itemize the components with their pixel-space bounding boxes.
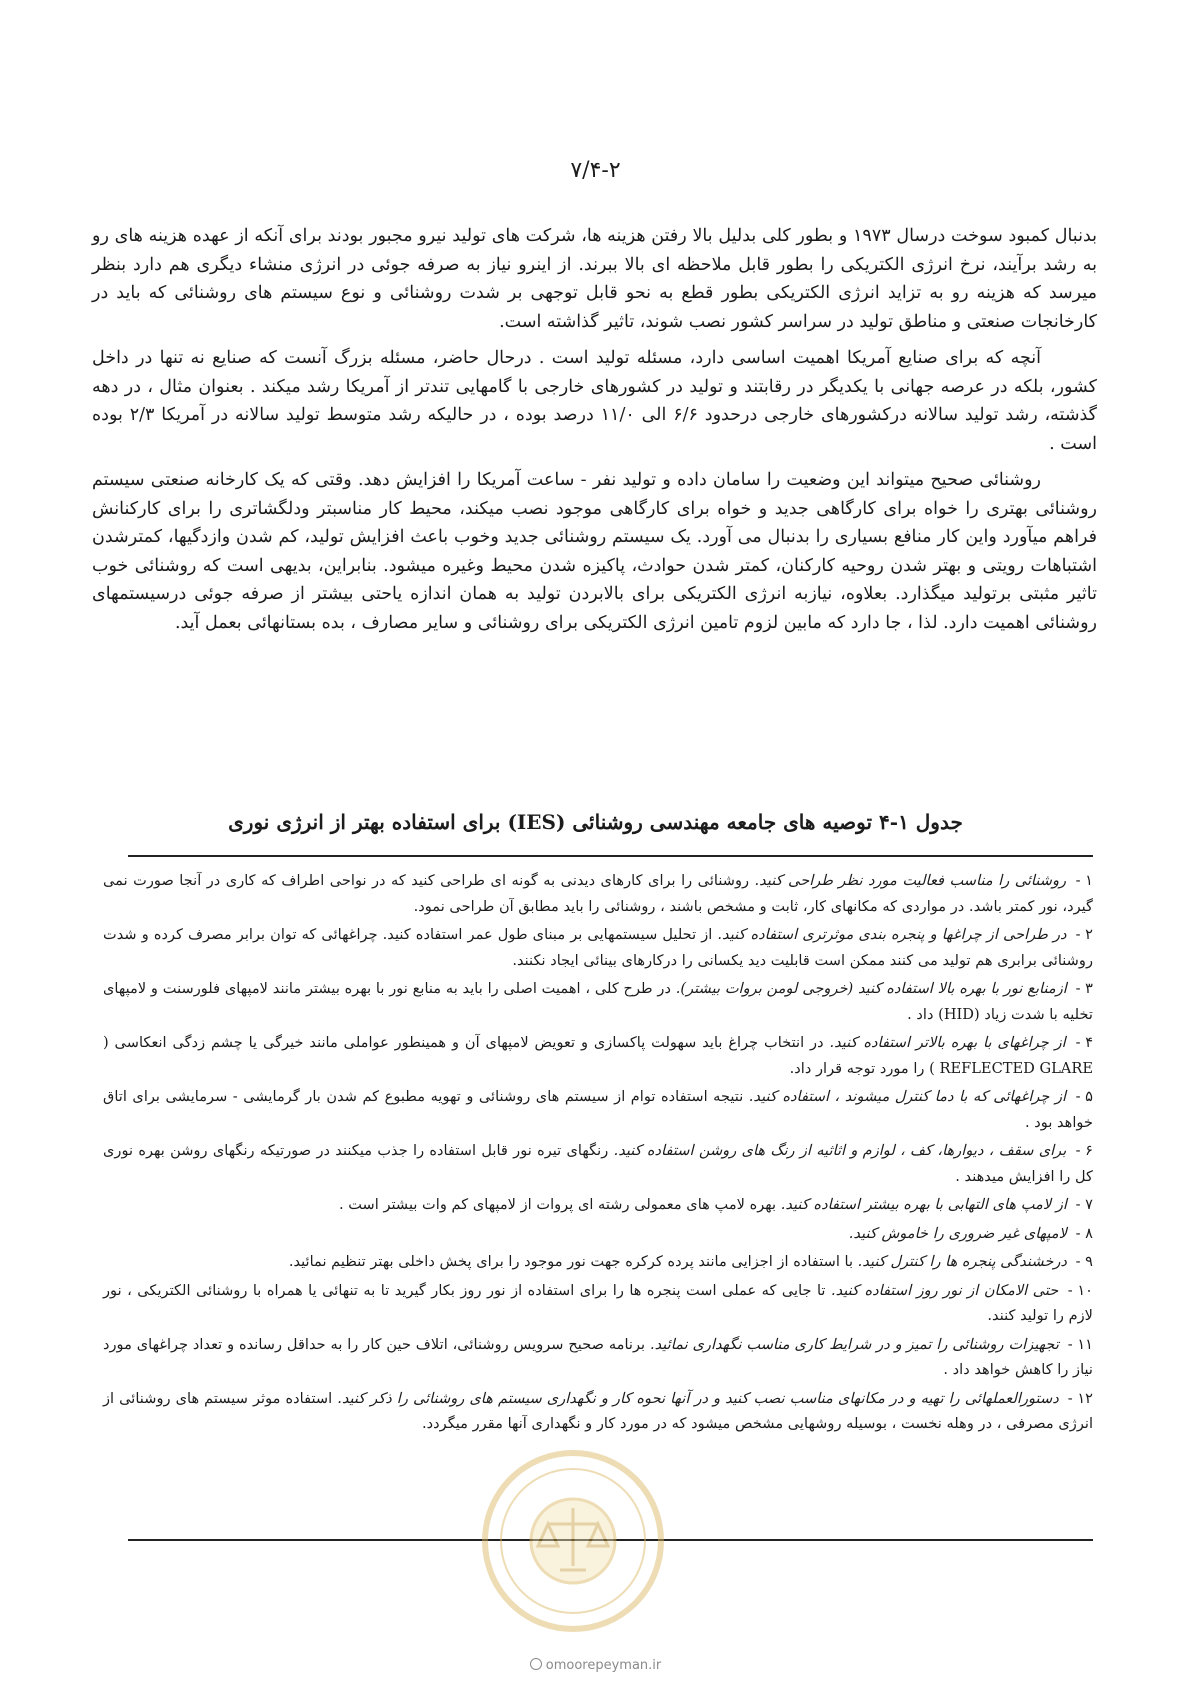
website-footer <box>0 1658 1191 1673</box>
list-item <box>103 1030 1093 1081</box>
item-number: ۱۰ - <box>1067 1281 1093 1299</box>
item-number: ۲ - <box>1075 926 1093 943</box>
item-heading: تجهیزات روشنائی را تمیز و در شرایط کاری مناسب نگهداری نمائید. <box>649 1335 1059 1353</box>
globe-icon <box>530 1658 542 1670</box>
watermark-seal-icon <box>478 1446 668 1636</box>
item-number: ۶ - <box>1075 1142 1093 1159</box>
item-heading: لامپهای غیر ضروری را خاموش کنید. <box>848 1224 1067 1242</box>
item-heading: حتی الامکان از نور روز استفاده کنید. <box>830 1281 1059 1299</box>
table-title: جدول ۱-۴ توصیه های جامعه مهندسی روشنائی (IES) برای استفاده بهتر از انرژی نوری <box>228 810 963 834</box>
page-number: ۷/۴-۲ <box>570 158 621 183</box>
list-item <box>103 1192 1093 1218</box>
list-item <box>103 1386 1093 1437</box>
item-number: ۱ - <box>1075 872 1093 889</box>
item-heading: از چراغهای با بهره بالاتر استفاده کنید. <box>829 1034 1066 1051</box>
item-number: ۱۲ - <box>1067 1389 1094 1407</box>
item-text: برنامه صحیح سرویس روشنائی، اتلاف حین کار را به حداقل رسانده و تعداد چراغهای مورد نیاز را کاهش خواهد داد . <box>103 1335 1093 1378</box>
item-text: در انتخاب چراغ باید سهولت پاکسازی و تعویض لامپهای آن و همینطور عواملی مانند خیرگی یا چشم زدگی انعکاسی ( REFLECTED GLARE ) را مورد توجه قرار داد. <box>103 1034 1093 1077</box>
list-item <box>103 1332 1093 1383</box>
item-text: تا جایی که عملی است پنجره ها را برای استفاده از نور روز بکار گیرید تا به تنهائی یا همراه با روشنائی الکتریکی ، نور لازم را تولید کنند. <box>103 1281 1093 1324</box>
item-number: ۱۱ - <box>1067 1335 1094 1353</box>
list-item <box>103 1249 1093 1275</box>
item-text: در طرح کلی ، اهمیت اصلی را باید به منابع نور با بهره بیشتر مانند لامپهای فلورسنت و لامپهای تخلیه با شدت زیاد (HID) داد . <box>103 980 1093 1023</box>
item-heading: درخشندگی پنجره ها را کنترل کنید. <box>857 1253 1067 1270</box>
item-number: ۹ - <box>1075 1253 1093 1270</box>
list-item <box>103 1278 1093 1329</box>
item-text: استفاده موثر سیستم های روشنائی از انرژی مصرفی ، در وهله نخست ، بوسیله روشهایی مشخص میشود که در مورد کار و نگهداری آنها مقرر میگردد. <box>103 1389 1093 1432</box>
paragraph: بدنبال کمبود سوخت درسال ۱۹۷۳ و بطور کلی بدلیل بالا رفتن هزینه ها، شرکت های تولید نیرو مجبور بودند برای آنکه از عهده هزینه های رو به رشد برآیند، نرخ انرژی الکتریکی را بطور قابل ملاحظه ای بالا ببرند. از اینرو نیاز به صرفه جوئی در انرژی منشاء دیگری هم دارد بنظر میرسد که هزینه رو به تزاید انرژی الکتریکی بطور قطع به نحو قابل توجهی بر شدت روشنائی و نوع سیستم های روشنائی که باید در کارخانجات صنعتی و مناطق تولید در سراسر کشور نصب شوند، تاثیر گذاشته است. <box>92 226 1097 332</box>
paragraph: آنچه که برای صنایع آمریکا اهمیت اساسی دارد، مسئله تولید است . درحال حاضر، مسئله بزرگ آنست که صنایع نه تنها در داخل کشور، بلکه در عرصه جهانی با یکدیگر در رقابتند و تولید در کشورهای خارجی با گامهایی تندتر از آمریکا رشد میکند . بعنوان مثال ، در دهه گذشته، رشد تولید سالانه درکشورهای خارجی درحدود ۶/۶ الی ۱۱/۰ درصد بوده ، در حالیکه رشد متوسط تولید سالانه در آمریکا ۲/۳ بوده است . <box>92 348 1098 454</box>
table-top-rule <box>128 855 1093 857</box>
item-text: روشنائی را برای کارهای دیدنی به گونه ای طراحی کنید که در نواحی اطراف که کاری در آنجا صورت نمی گیرد، نور کمتر باشد. در مواردی که مکانهای کار، ثابت و مشخص باشند ، روشنائی را باید مطابق آن طراحی نمود. <box>103 872 1093 915</box>
item-heading: روشنائی را مناسب فعالیت مورد نظر طراحی کنید. <box>754 872 1067 889</box>
list-item <box>103 1221 1093 1247</box>
recommendations-list <box>103 868 1093 1440</box>
body-text <box>92 222 1097 645</box>
list-item <box>103 1138 1093 1189</box>
item-heading: دستورالعملهائی را تهیه و در مکانهای مناسب نصب کنید و در آنها نحوه کار و نگهداری سیستم های روشنائی را ذکر کنید. <box>337 1389 1059 1407</box>
item-text: با استفاده از اجزایی مانند پرده کرکره جهت نور موجود را برای پخش داخلی بهتر تنظیم نمائید. <box>288 1253 854 1270</box>
item-heading: در طراحی از چراغها و پنجره بندی موثرتری استفاده کنید. <box>717 926 1067 943</box>
item-heading: ازمنابع نور با بهره بالا استفاده کنید (خروجی لومن بروات بیشتر). <box>675 980 1067 997</box>
item-number: ۵ - <box>1075 1088 1094 1105</box>
item-number: ۴ - <box>1075 1034 1094 1051</box>
website-label: omoorepeyman.ir <box>545 1658 662 1673</box>
item-number: ۳ - <box>1075 980 1094 997</box>
item-text: بهره لامپ های معمولی رشته ای پروات از لامپهای کم وات بیشتر است . <box>338 1196 777 1213</box>
paragraph: روشنائی صحیح میتواند این وضعیت را سامان داده و تولید نفر - ساعت آمریکا را افزایش دهد. وقتی که یک کارخانه صنعتی سیستم روشنائی بهتری را خواه برای کارگاهی جدید و خواه برای کارگاهی موجود نصب میکند، محیط کار مناسبتر ودلگشاتری را برای کارکنانش فراهم میآورد واین کار منافع بسیاری را بدنبال می آورد. یک سیستم روشنائی جدید وخوب باعث افزایش تولید، کم شدن وازدگیها، کمترشدن اشتباهات رویتی و بهتر شدن روحیه کارکنان، کمتر شدن حوادث، پاکیزه شدن محیط وغیره میشود. بنابراین، بدیهی است که روشنائی خوب تاثیر مثبتی برتولید میگذارد. بعلاوه، نیازبه انرژی الکتریکی برای بالابردن تولید به همان اندازه یاحتی بیشتر از صرفه جوئی درسیستمهای روشنائی اهمیت دارد. لذا ، جا دارد که مابین لزوم تامین انرژی الکتریکی برای روشنائی و سایر مصارف ، بده بستانهائی بعمل آید. <box>92 470 1097 633</box>
list-item <box>103 868 1093 919</box>
list-item <box>103 922 1093 973</box>
list-item <box>103 976 1093 1027</box>
item-text: نتیجه استفاده توام از سیستم های روشنائی و تهویه مطبوع کم شدن بار گرمایشی - سرمایشی برای اتاق خواهد بود . <box>103 1088 1093 1131</box>
item-number: ۷ - <box>1075 1196 1093 1213</box>
item-heading: برای سقف ، دیوارها، کف ، لوازم و اثاثیه از رنگ های روشن استفاده کنید. <box>613 1142 1067 1159</box>
item-text: از تحلیل سیستمهایی بر مبنای طول عمر استفاده کنید. چراغهائی که توان برابر مصرف کرده و شدت روشنائی برابری هم تولید می کنند ممکن است قابلیت دید یکسانی را درکارهای بینائی ایجاد نکنند. <box>103 926 1093 969</box>
list-item <box>103 1084 1093 1135</box>
item-heading: از چراغهائی که با دما کنترل میشوند ، استفاده کنید. <box>748 1088 1067 1105</box>
item-text: رنگهای تیره نور قابل استفاده را جذب میکنند در صورتیکه رنگهای روشن بهره نوری کل را افزایش میدهند . <box>103 1142 1093 1185</box>
item-number: ۸ - <box>1075 1224 1093 1242</box>
item-heading: از لامپ های التهابی با بهره بیشتر استفاده کنید. <box>780 1196 1067 1213</box>
